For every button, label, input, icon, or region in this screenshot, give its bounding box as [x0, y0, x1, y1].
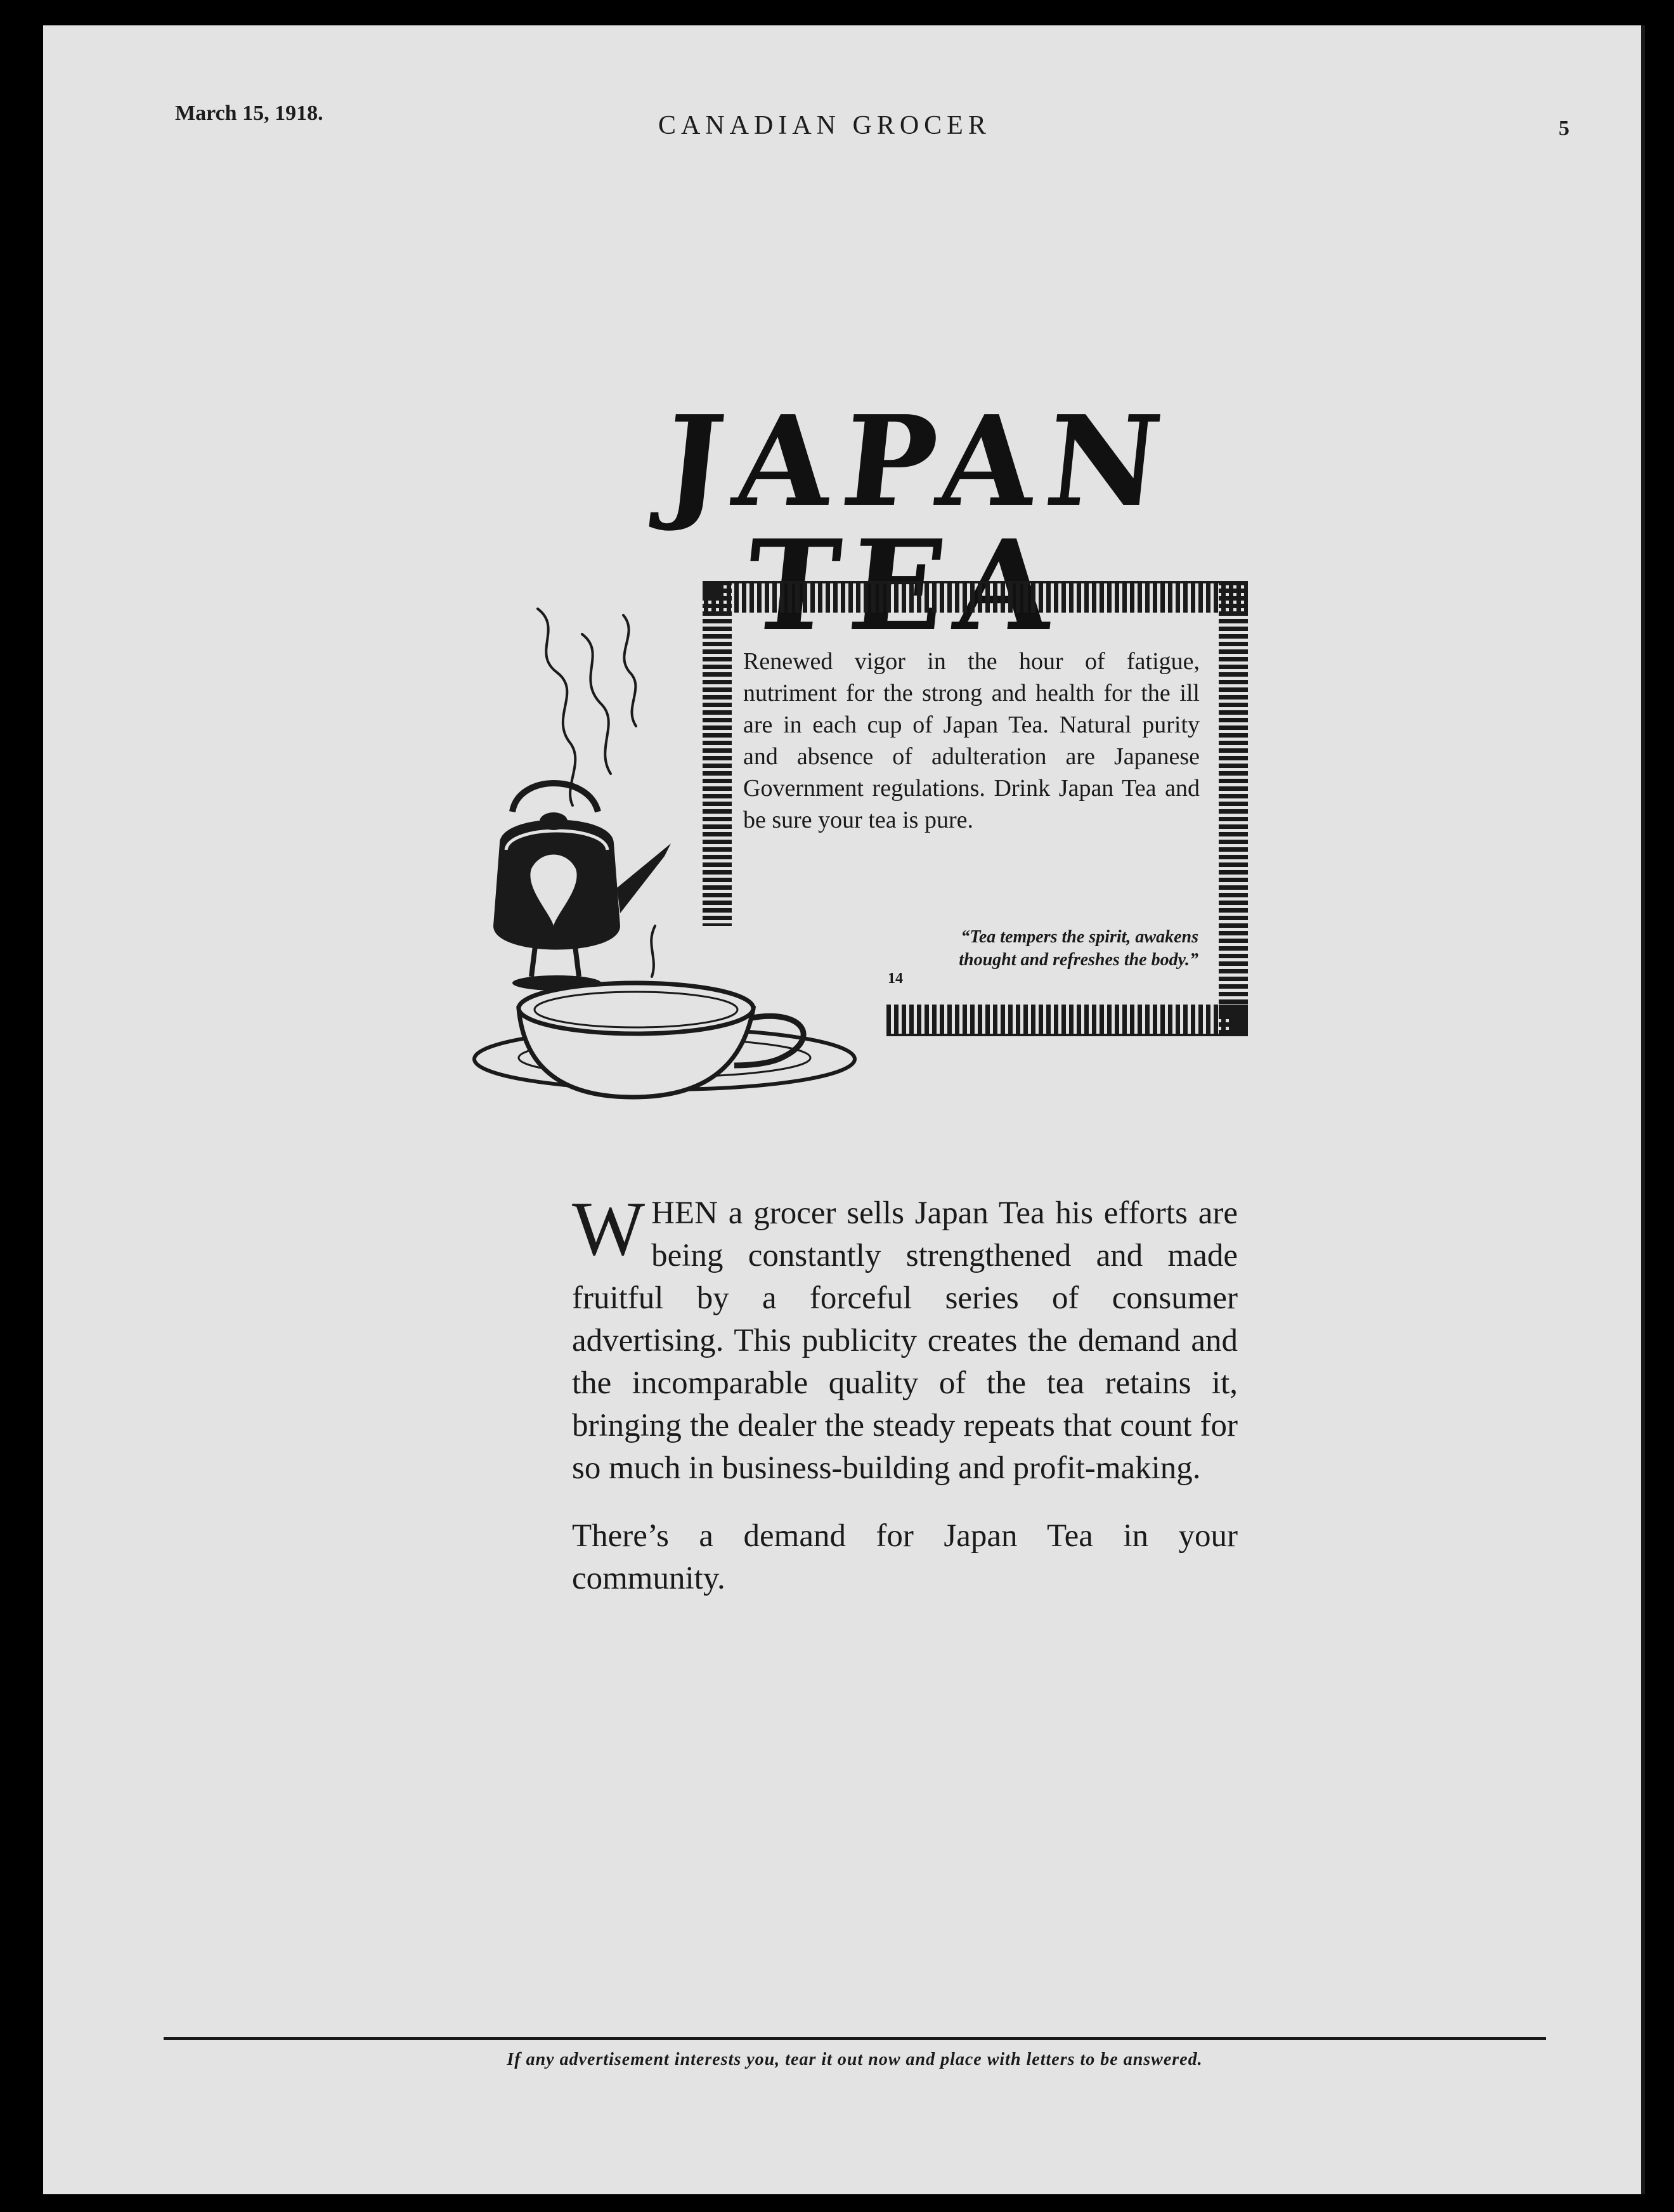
box-quote: “Tea tempers the spirit, awakens thought and refreshes the body.” — [959, 927, 1198, 970]
japan-tea-advertisement — [43, 25, 1641, 2194]
box-number: 14 — [888, 970, 903, 987]
brand-title: JAPAN — [657, 389, 1179, 535]
body-paragraph-1-text: HEN a grocer sells Japan Tea his efforts are being constantly strengthened and made fruitful by a forceful series of consumer advertising. This publicity creates the demand and the incomparable quality of the tea retains it, bringing the dealer the steady repeats that count for so much in business-building and profit-making. — [572, 1195, 1238, 1486]
body-copy — [572, 1186, 1238, 1625]
page-number: 5 — [1559, 117, 1569, 140]
footer-note: If any advertisement interests you, tear it out now and place with letters to be answered. — [507, 2050, 1203, 2069]
box-copy: Renewed vigor in the hour of fatigue, nutriment for the strong and health for the ill are in each cup of Japan Tea. Natural purity and absence of adulteration are Japanese Government regulations. Drink Japan Tea and be sure your tea is pure. — [743, 648, 1200, 833]
issue-date: March 15, 1918. — [175, 101, 323, 125]
magazine-page — [43, 25, 1645, 2194]
body-paragraph-2: There’s a demand for Japan Tea in your community. — [572, 1518, 1238, 1596]
quote-box — [658, 558, 1271, 1059]
publication-title: CANADIAN GROCER — [658, 111, 991, 140]
kettle-shape — [493, 783, 671, 991]
body-paragraph-1 — [572, 1186, 1238, 1490]
footer-rule — [164, 2037, 1546, 2040]
drop-cap: W — [572, 1186, 646, 1272]
